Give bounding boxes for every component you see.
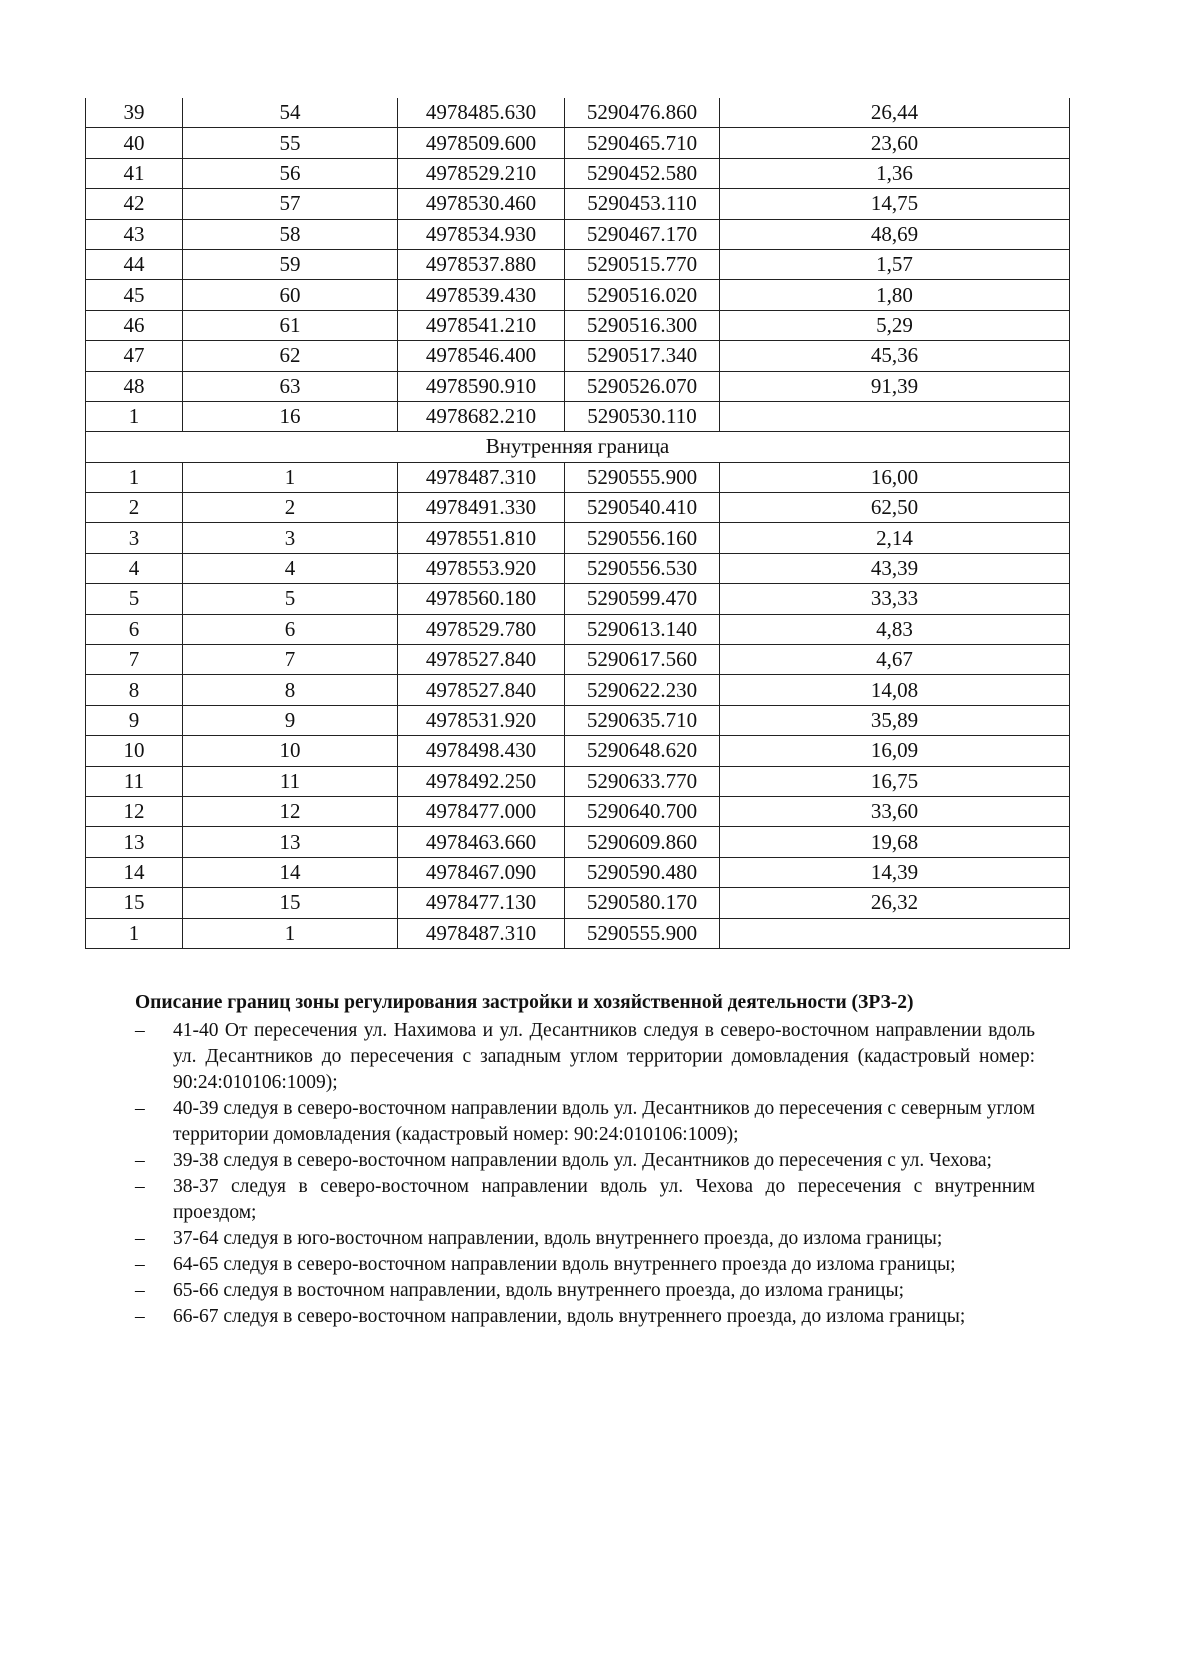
table-row — [86, 280, 1070, 310]
coord-x: 4978537.880 — [398, 249, 565, 279]
coord-y: 5290555.900 — [565, 918, 720, 948]
list-item-text: 38-37 следуя в северо-восточном направлении вдоль ул. Чехова до пересечения с внутренним проездом; — [173, 1176, 1035, 1223]
coord-x: 4978534.930 — [398, 219, 565, 249]
list-item — [135, 1278, 1035, 1304]
coord-y: 5290633.770 — [565, 766, 720, 796]
table-row — [86, 249, 1070, 279]
coord-y: 5290609.860 — [565, 827, 720, 857]
point-number: 3 — [183, 523, 398, 553]
table-row — [86, 341, 1070, 371]
table-row — [86, 371, 1070, 401]
table-row — [86, 888, 1070, 918]
table-row — [86, 553, 1070, 583]
coord-x: 4978541.210 — [398, 310, 565, 340]
point-number: 10 — [183, 736, 398, 766]
point-number: 14 — [183, 857, 398, 887]
row-number: 45 — [86, 280, 183, 310]
table-row — [86, 189, 1070, 219]
point-number: 1 — [183, 918, 398, 948]
list-item-text: 41-40 От пересечения ул. Нахимова и ул. Десантников следуя в северо-восточном направлении вдоль ул. Десантников до пересечения с западным углом территории домовладения (кадастровый номер: 90:24:010106:1009); — [173, 1020, 1035, 1093]
coord-x: 4978530.460 — [398, 189, 565, 219]
row-number: 15 — [86, 888, 183, 918]
point-number: 12 — [183, 796, 398, 826]
row-number: 47 — [86, 341, 183, 371]
coord-x: 4978560.180 — [398, 584, 565, 614]
list-item-text: 40-39 следуя в северо-восточном направлении вдоль ул. Десантников до пересечения с северным углом территории домовладения (кадастровый номер: 90:24:010106:1009); — [173, 1098, 1035, 1145]
distance: 35,89 — [720, 705, 1070, 735]
point-number: 55 — [183, 128, 398, 158]
distance: 14,39 — [720, 857, 1070, 887]
distance — [720, 401, 1070, 431]
coord-y: 5290453.110 — [565, 189, 720, 219]
distance: 1,57 — [720, 249, 1070, 279]
bullet-dash: – — [135, 1228, 145, 1249]
coord-x: 4978509.600 — [398, 128, 565, 158]
coord-y: 5290526.070 — [565, 371, 720, 401]
point-number: 2 — [183, 493, 398, 523]
bullet-dash: – — [135, 1176, 145, 1197]
table-row — [86, 128, 1070, 158]
coord-x: 4978529.780 — [398, 614, 565, 644]
coord-y: 5290556.160 — [565, 523, 720, 553]
bullet-dash: – — [135, 1280, 145, 1301]
row-number: 40 — [86, 128, 183, 158]
distance: 45,36 — [720, 341, 1070, 371]
distance: 23,60 — [720, 128, 1070, 158]
point-number: 54 — [183, 98, 398, 128]
inner-boundary-heading: Внутренняя граница — [86, 432, 1070, 462]
coord-y: 5290580.170 — [565, 888, 720, 918]
row-number: 1 — [86, 462, 183, 492]
table-row — [86, 584, 1070, 614]
point-number: 8 — [183, 675, 398, 705]
row-number: 11 — [86, 766, 183, 796]
point-number: 5 — [183, 584, 398, 614]
row-number: 10 — [86, 736, 183, 766]
distance: 1,80 — [720, 280, 1070, 310]
table-row — [86, 219, 1070, 249]
coord-y: 5290516.020 — [565, 280, 720, 310]
coord-y: 5290517.340 — [565, 341, 720, 371]
distance — [720, 918, 1070, 948]
coord-y: 5290465.710 — [565, 128, 720, 158]
row-number: 8 — [86, 675, 183, 705]
point-number: 56 — [183, 158, 398, 188]
distance: 16,00 — [720, 462, 1070, 492]
coord-y: 5290622.230 — [565, 675, 720, 705]
bullet-dash: – — [135, 1150, 145, 1171]
distance: 5,29 — [720, 310, 1070, 340]
list-item — [135, 1252, 1035, 1278]
bullet-dash: – — [135, 1254, 145, 1275]
distance: 16,09 — [720, 736, 1070, 766]
coord-y: 5290556.530 — [565, 553, 720, 583]
point-number: 4 — [183, 553, 398, 583]
row-number: 13 — [86, 827, 183, 857]
table-row — [86, 493, 1070, 523]
distance: 33,33 — [720, 584, 1070, 614]
point-number: 58 — [183, 219, 398, 249]
distance: 4,67 — [720, 645, 1070, 675]
point-number: 6 — [183, 614, 398, 644]
coord-x: 4978487.310 — [398, 462, 565, 492]
list-item — [135, 1226, 1035, 1252]
row-number: 3 — [86, 523, 183, 553]
point-number: 9 — [183, 705, 398, 735]
row-number: 14 — [86, 857, 183, 887]
point-number: 63 — [183, 371, 398, 401]
row-number: 4 — [86, 553, 183, 583]
table-row — [86, 796, 1070, 826]
row-number: 43 — [86, 219, 183, 249]
coord-y: 5290530.110 — [565, 401, 720, 431]
bullet-dash: – — [135, 1306, 145, 1327]
table-row — [86, 766, 1070, 796]
point-number: 57 — [183, 189, 398, 219]
coord-x: 4978529.210 — [398, 158, 565, 188]
distance: 33,60 — [720, 796, 1070, 826]
point-number: 60 — [183, 280, 398, 310]
distance: 26,32 — [720, 888, 1070, 918]
table-row — [86, 523, 1070, 553]
coord-x: 4978546.400 — [398, 341, 565, 371]
coord-x: 4978477.130 — [398, 888, 565, 918]
coord-x: 4978551.810 — [398, 523, 565, 553]
point-number: 61 — [183, 310, 398, 340]
row-number: 9 — [86, 705, 183, 735]
coord-x: 4978477.000 — [398, 796, 565, 826]
point-number: 7 — [183, 645, 398, 675]
point-number: 16 — [183, 401, 398, 431]
list-item-text: 37-64 следуя в юго-восточном направлении, вдоль внутреннего проезда, до излома границы; — [173, 1228, 943, 1249]
table-row — [86, 675, 1070, 705]
row-number: 2 — [86, 493, 183, 523]
section-header-row — [86, 432, 1070, 462]
row-number: 46 — [86, 310, 183, 340]
list-item-text: 64-65 следуя в северо-восточном направлении вдоль внутреннего проезда до излома границы; — [173, 1254, 956, 1275]
table-row — [86, 827, 1070, 857]
coord-x: 4978590.910 — [398, 371, 565, 401]
distance: 1,36 — [720, 158, 1070, 188]
table-row — [86, 98, 1070, 128]
coord-y: 5290467.170 — [565, 219, 720, 249]
coord-x: 4978539.430 — [398, 280, 565, 310]
distance: 43,39 — [720, 553, 1070, 583]
coord-y: 5290599.470 — [565, 584, 720, 614]
coord-y: 5290540.410 — [565, 493, 720, 523]
coord-x: 4978498.430 — [398, 736, 565, 766]
table-row — [86, 857, 1070, 887]
table-row — [86, 158, 1070, 188]
bullet-dash: – — [135, 1020, 145, 1041]
point-number: 11 — [183, 766, 398, 796]
row-number: 1 — [86, 401, 183, 431]
row-number: 48 — [86, 371, 183, 401]
point-number: 62 — [183, 341, 398, 371]
coord-x: 4978487.310 — [398, 918, 565, 948]
coord-y: 5290452.580 — [565, 158, 720, 188]
coord-x: 4978492.250 — [398, 766, 565, 796]
coord-y: 5290516.300 — [565, 310, 720, 340]
coord-x: 4978553.920 — [398, 553, 565, 583]
zone-description — [135, 990, 1035, 1330]
list-item — [135, 1096, 1035, 1148]
coord-y: 5290648.620 — [565, 736, 720, 766]
inner-boundary-rows — [86, 462, 1070, 948]
row-number: 39 — [86, 98, 183, 128]
row-number: 12 — [86, 796, 183, 826]
distance: 2,14 — [720, 523, 1070, 553]
list-item — [135, 1304, 1035, 1330]
row-number: 1 — [86, 918, 183, 948]
description-title: Описание границ зоны регулирования застройки и хозяйственной деятельности (ЗРЗ-2) — [135, 992, 914, 1013]
distance: 14,75 — [720, 189, 1070, 219]
distance: 62,50 — [720, 493, 1070, 523]
table-row — [86, 614, 1070, 644]
table-row — [86, 736, 1070, 766]
table-row — [86, 310, 1070, 340]
distance: 26,44 — [720, 98, 1070, 128]
row-number: 42 — [86, 189, 183, 219]
table-row — [86, 705, 1070, 735]
row-number: 7 — [86, 645, 183, 675]
description-list — [135, 1018, 1035, 1330]
list-item — [135, 1018, 1035, 1096]
table-row — [86, 918, 1070, 948]
coord-x: 4978531.920 — [398, 705, 565, 735]
point-number: 59 — [183, 249, 398, 279]
point-number: 13 — [183, 827, 398, 857]
row-number: 5 — [86, 584, 183, 614]
row-number: 44 — [86, 249, 183, 279]
row-number: 6 — [86, 614, 183, 644]
coord-x: 4978463.660 — [398, 827, 565, 857]
table-row — [86, 401, 1070, 431]
list-item — [135, 1148, 1035, 1174]
coord-y: 5290476.860 — [565, 98, 720, 128]
coord-y: 5290613.140 — [565, 614, 720, 644]
point-number: 1 — [183, 462, 398, 492]
coord-x: 4978467.090 — [398, 857, 565, 887]
coord-x: 4978491.330 — [398, 493, 565, 523]
coord-y: 5290515.770 — [565, 249, 720, 279]
coordinates-table — [85, 98, 1070, 949]
list-item-text: 65-66 следуя в восточном направлении, вдоль внутреннего проезда, до излома границы; — [173, 1280, 905, 1301]
coord-y: 5290635.710 — [565, 705, 720, 735]
coord-y: 5290590.480 — [565, 857, 720, 887]
coord-x: 4978682.210 — [398, 401, 565, 431]
distance: 48,69 — [720, 219, 1070, 249]
list-item-text: 66-67 следуя в северо-восточном направлении, вдоль внутреннего проезда, до излома границы; — [173, 1306, 966, 1327]
coord-y: 5290617.560 — [565, 645, 720, 675]
table-row — [86, 462, 1070, 492]
distance: 16,75 — [720, 766, 1070, 796]
bullet-dash: – — [135, 1098, 145, 1119]
row-number: 41 — [86, 158, 183, 188]
distance: 14,08 — [720, 675, 1070, 705]
outer-boundary-rows — [86, 98, 1070, 432]
distance: 19,68 — [720, 827, 1070, 857]
coord-y: 5290555.900 — [565, 462, 720, 492]
distance: 4,83 — [720, 614, 1070, 644]
table-row — [86, 645, 1070, 675]
list-item-text: 39-38 следуя в северо-восточном направлении вдоль ул. Десантников до пересечения с ул. Чехова; — [173, 1150, 992, 1171]
coord-x: 4978527.840 — [398, 645, 565, 675]
coord-x: 4978527.840 — [398, 675, 565, 705]
coord-y: 5290640.700 — [565, 796, 720, 826]
list-item — [135, 1174, 1035, 1226]
point-number: 15 — [183, 888, 398, 918]
coord-x: 4978485.630 — [398, 98, 565, 128]
distance: 91,39 — [720, 371, 1070, 401]
